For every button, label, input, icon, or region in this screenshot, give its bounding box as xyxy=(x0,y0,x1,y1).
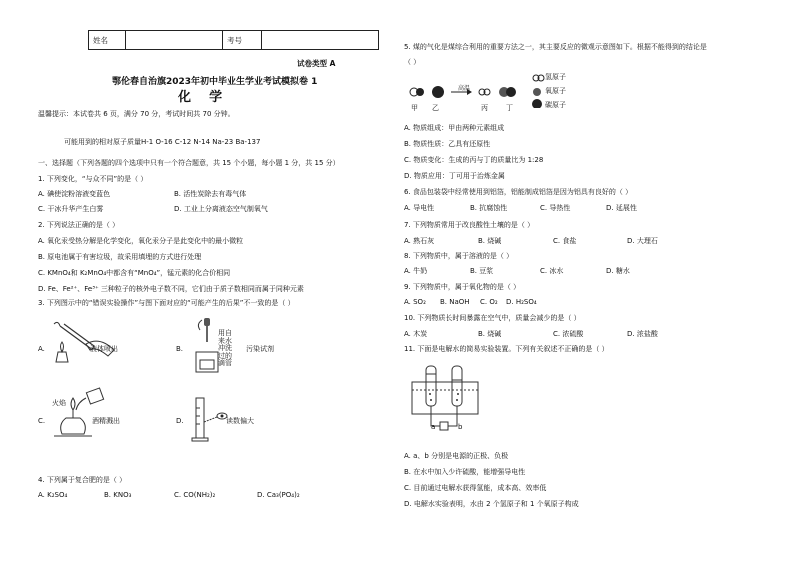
q2-option-d[interactable]: D. Fe、Fe²⁺、Fe³⁺ 三种粒子的核外电子数不同，它们由于质子数相同而属于同种元素 xyxy=(38,285,304,293)
q3-a-caption: 液体喷出 xyxy=(90,345,118,353)
q5-option-a[interactable]: A. 物质组成：甲由两种元素组成 xyxy=(404,124,505,132)
exam-notice: 温馨提示：本试卷共 6 页，满分 70 分，考试时间共 70 分钟。 xyxy=(38,110,235,118)
q5-paren: （ ） xyxy=(404,58,421,66)
q9-option-a[interactable]: A. SO₂ xyxy=(404,298,426,306)
q7-option-a[interactable]: A. 熟石灰 xyxy=(404,237,435,245)
q2-option-a[interactable]: A. 氧化汞受热分解是化学变化，氧化汞分子是此变化中的最小微粒 xyxy=(38,237,244,245)
q7-stem: 7. 下列物质常用于改良酸性土壤的是（ ） xyxy=(404,221,535,229)
q11-option-b[interactable]: B. 在水中加入少许硫酸，能增强导电性 xyxy=(404,468,526,476)
legend-h: 氢原子 xyxy=(545,73,566,81)
q6-option-b[interactable]: B. 抗腐蚀性 xyxy=(470,204,508,212)
q11-option-d[interactable]: D. 电解水实验表明，水由 2 个氢原子和 1 个氧原子构成 xyxy=(404,500,579,508)
atomic-masses: 可能用到的相对原子质量H-1 O-16 C-12 N-14 Na-23 Ba-137 xyxy=(64,138,261,146)
exam-title: 鄂伦春自治旗2023年初中毕业生学业考试模拟卷 1 xyxy=(112,77,318,87)
reaction-condition: 高温 xyxy=(458,85,471,92)
q3-option-b[interactable]: B. xyxy=(176,345,184,353)
exam-no-label: 考号 xyxy=(223,31,262,50)
q6-option-c[interactable]: C. 导热性 xyxy=(540,204,571,212)
legend-c: 碳原子 xyxy=(545,101,566,109)
q3-stem: 3. 下列图示中的“错误实验操作”与图下面对应的“可能产生的后果”不一致的是（ ） xyxy=(38,299,295,307)
q5-option-d[interactable]: D. 物质应用：丁可用于治炼金属 xyxy=(404,172,505,180)
q3-d-caption: 读数偏大 xyxy=(226,417,254,425)
section-title: 一、选择题（下列各题的四个选项中只有一个符合题意，共 15 个小题，每小题 1 分，共 15 分） xyxy=(38,159,340,167)
q5-stem: 5. 煤的气化是煤综合利用的重要方法之一，其主要反应的微观示意图如下。根据不能得到的结论是 xyxy=(404,43,707,51)
q1-option-c[interactable]: C. 干冰升华产生白雾 xyxy=(38,205,104,213)
q2-option-c[interactable]: C. KMnO₄和 K₂MnO₄中都含有“MnO₄”，锰元素的化合价相同 xyxy=(38,269,231,277)
q3-option-c[interactable]: C. xyxy=(38,417,46,425)
q3-b-note: 用自 来水 冲洗 过的 滴管 xyxy=(218,329,232,367)
q2-stem: 2. 下列说法正确的是（ ） xyxy=(38,221,120,229)
q8-option-b[interactable]: B. 豆浆 xyxy=(470,267,494,275)
label-bing: 丙 xyxy=(481,104,488,112)
q10-stem: 10. 下列物质长时间暴露在空气中，质量会减少的是（ ） xyxy=(404,314,581,322)
q10-option-b[interactable]: B. 烧碱 xyxy=(478,330,502,338)
label-jia: 甲 xyxy=(411,104,418,112)
label-ding: 丁 xyxy=(506,104,513,112)
q4-stem: 4. 下列属于复合肥的是（ ） xyxy=(38,476,127,484)
q6-option-d[interactable]: D. 延展性 xyxy=(606,204,637,212)
q4-option-d[interactable]: D. Ca₃(PO₄)₂ xyxy=(257,491,300,499)
q1-option-b[interactable]: B. 活性炭除去有毒气体 xyxy=(174,190,247,198)
alcohol-lamp-figure xyxy=(48,384,116,440)
q8-option-a[interactable]: A. 牛奶 xyxy=(404,267,428,275)
heating-liquid-figure xyxy=(46,318,122,366)
q3-b-caption: 污染试剂 xyxy=(246,345,274,353)
legend-o: 氧原子 xyxy=(545,87,566,95)
q1-stem: 1. 下列变化，“与众不同”的是（ ） xyxy=(38,175,148,183)
measuring-cylinder-figure xyxy=(190,394,230,444)
q11-stem: 11. 下面是电解水的简易实验装置。下列有关叙述不正确的是（ ） xyxy=(404,345,609,353)
q11-option-c[interactable]: C. 目前通过电解水获得氢能，成本高、效率低 xyxy=(404,484,547,492)
q8-stem: 8. 下列物质中，属于溶液的是（ ） xyxy=(404,252,514,260)
terminal-a: a xyxy=(431,423,436,431)
exam-no-field[interactable] xyxy=(262,31,379,50)
q7-option-c[interactable]: C. 食盐 xyxy=(553,237,577,245)
q11-option-a[interactable]: A. a、b 分别是电源的正极、负极 xyxy=(404,452,509,460)
q9-stem: 9. 下列物质中，属于氧化物的是（ ） xyxy=(404,283,521,291)
q6-stem: 6. 食品包装袋中经常使用到铝箔，铝能制成铝箔是因为铝具有良好的（ ） xyxy=(404,188,633,196)
q6-option-a[interactable]: A. 导电性 xyxy=(404,204,435,212)
q10-option-a[interactable]: A. 木炭 xyxy=(404,330,428,338)
name-label: 姓名 xyxy=(89,31,126,50)
q2-option-b[interactable]: B. 原电池属于有害垃圾，故采用填埋的方式进行处理 xyxy=(38,253,202,261)
name-field[interactable] xyxy=(126,31,223,50)
student-info-table xyxy=(88,30,379,50)
q5-option-c[interactable]: C. 物质变化：生成的丙与丁的质量比为 1:28 xyxy=(404,156,544,164)
q3-c-note: 火焰 xyxy=(52,399,66,407)
q9-option-b[interactable]: B. NaOH xyxy=(440,298,470,306)
q4-option-c[interactable]: C. CO(NH₂)₂ xyxy=(174,491,216,499)
q10-option-c[interactable]: C. 浓硫酸 xyxy=(553,330,584,338)
q4-option-b[interactable]: B. KNO₃ xyxy=(104,491,132,499)
label-yi: 乙 xyxy=(432,104,439,112)
q7-option-d[interactable]: D. 大理石 xyxy=(627,237,658,245)
q10-option-d[interactable]: D. 浓盐酸 xyxy=(627,330,658,338)
electrolysis-apparatus-figure xyxy=(406,360,486,436)
q4-option-a[interactable]: A. K₂SO₄ xyxy=(38,491,68,499)
q3-option-a[interactable]: A. xyxy=(38,345,45,353)
q8-option-d[interactable]: D. 糖水 xyxy=(606,267,630,275)
q5-option-b[interactable]: B. 物质性质：乙具有还原性 xyxy=(404,140,491,148)
q9-option-d[interactable]: D. H₂SO₄ xyxy=(506,298,537,306)
q7-option-b[interactable]: B. 烧碱 xyxy=(478,237,502,245)
q1-option-a[interactable]: A. 碘使淀粉溶液变蓝色 xyxy=(38,190,111,198)
q3-c-caption: 酒精溅出 xyxy=(92,417,120,425)
subject-title: 化 学 xyxy=(178,90,223,105)
q1-option-d[interactable]: D. 工业上分离液态空气制氧气 xyxy=(174,205,268,213)
terminal-b: b xyxy=(458,423,463,431)
q9-option-c[interactable]: C. O₂ xyxy=(480,298,498,306)
q3-option-d[interactable]: D. xyxy=(176,417,184,425)
paper-type: 试卷类型 A xyxy=(297,59,336,68)
q8-option-c[interactable]: C. 冰水 xyxy=(540,267,564,275)
